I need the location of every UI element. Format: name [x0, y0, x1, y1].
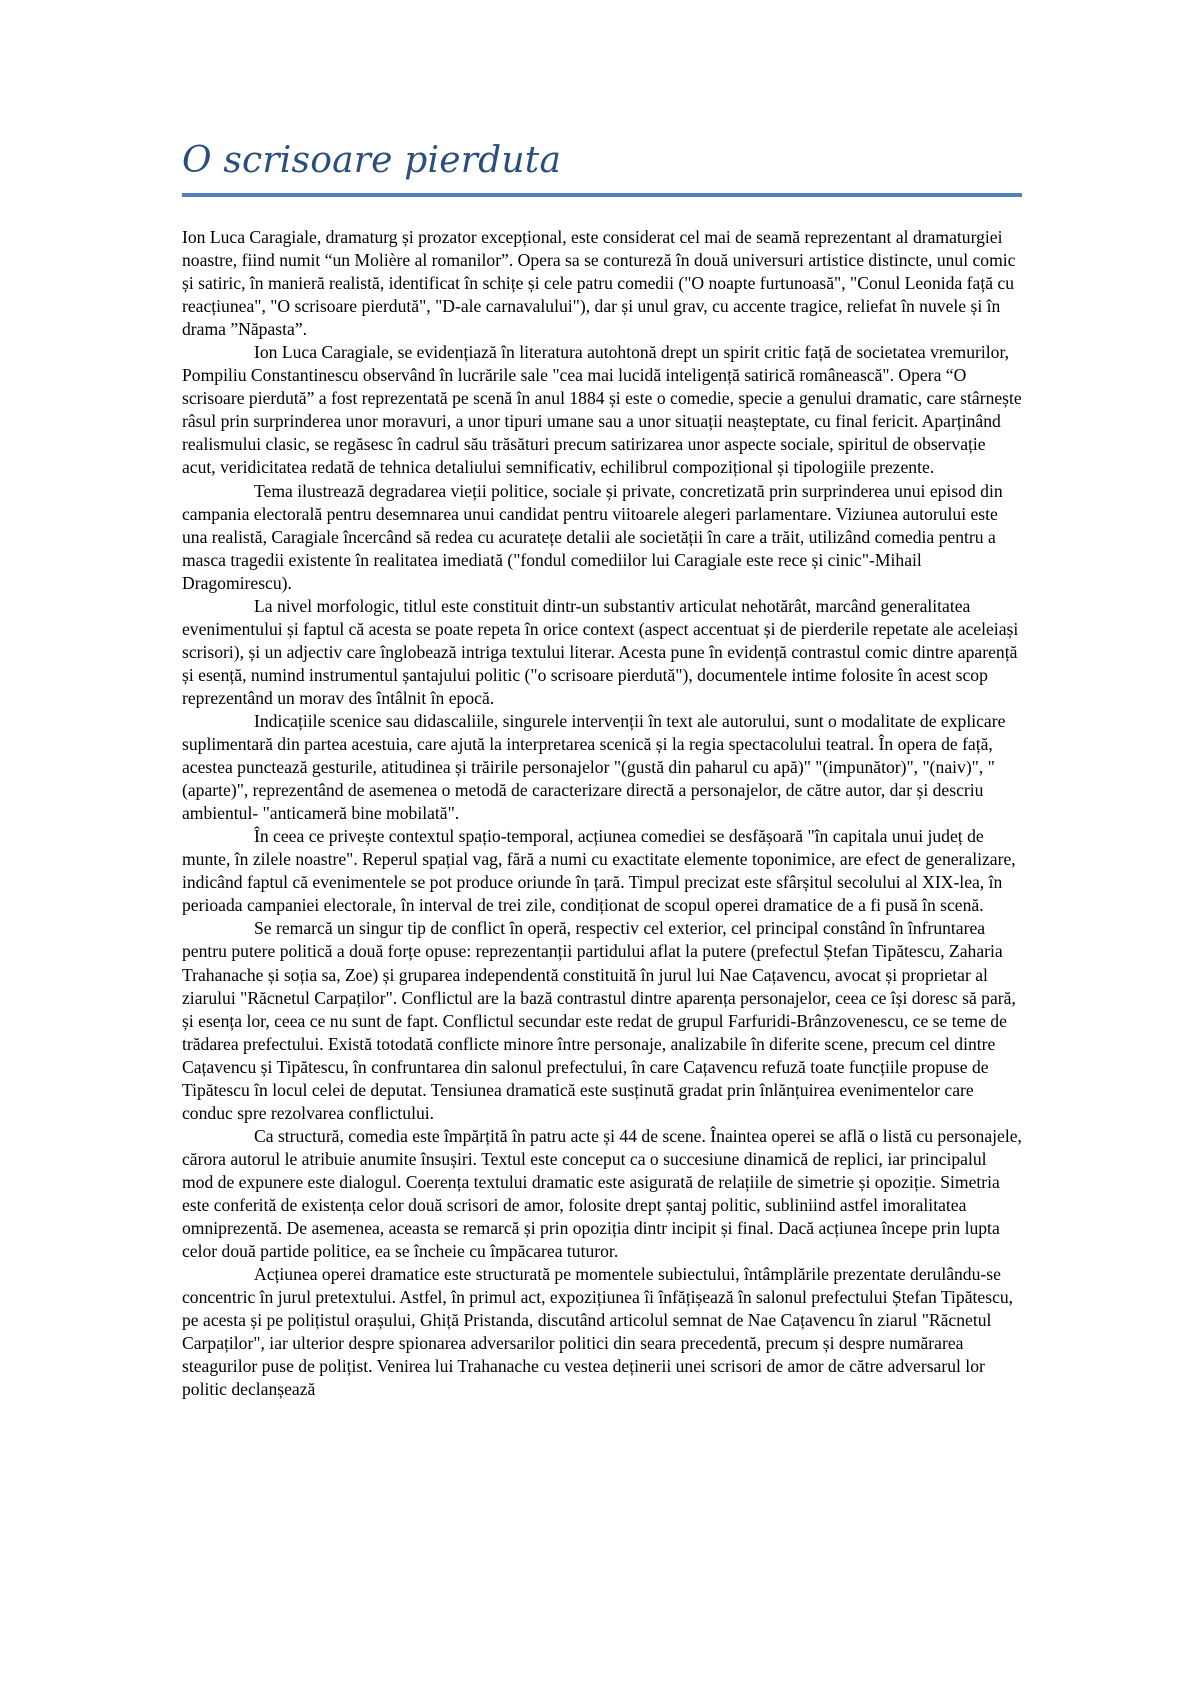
paragraph: Ion Luca Caragiale, dramaturg și prozator excepțional, este considerat cel mai de seamă reprezentant al dramaturgiei noastre, fiind numit “un Molière al romanilor”. Opera sa se contureză în două universuri artistice distincte, unul comic și satiric, în manieră realistă, identificat în schițe și cele patru comedii ("O noapte furtunoasă", "Conul Leonida față cu reacțiunea", "O scrisoare pierdută", "D-ale carnavalului"), dar și unul grav, cu accente tragice, reliefat în nuvele și în drama ”Năpasta”. — [182, 227, 1016, 340]
paragraph: La nivel morfologic, titlul este constituit dintr-un substantiv articulat nehotărât, marcând generalitatea evenimentului și faptul că acesta se poate repeta în orice context (aspect accentuat și de pierderile repetate ale aceleiași scrisori), și un adjectiv care înglobează intriga textului literar. Acesta pune în evidență contrastul comic dintre aparență și esență, numind instrumentul șantajului politic ("o scrisoare pierdută"), documentele intime folosite în acest scop reprezentând un morav des întâlnit în epocă. — [182, 595, 1019, 708]
paragraph: În ceea ce privește contextul spațio-temporal, acțiunea comediei se desfășoară "în capitala unui județ de munte, în zilele noastre". Reperul spațial vag, fără a numi cu exactitate elemente toponimice, are efect de generalizare, indicând faptul că evenimentele se pot produce oriunde în țară. Timpul precizat este sfârșitul secolului al XIX-lea, în perioada campaniei electorale, în interval de trei zile, condiționat de scopul operei dramatice de a fi pusă în scenă. — [182, 826, 1016, 916]
paragraph: Acțiunea operei dramatice este structurată pe momentele subiectului, întâmplările prezentate derulându-se concentric în jurul pretextului. Astfel, în primul act, expozițiunea îi înfățișează în salonul prefectului Ștefan Tipătescu, pe acesta și pe polițistul orașului, Ghiță Pristanda, discutând articolul semnat de Nae Cațavencu în ziarul "Răcnetul Carpaților", iar ulterior despre spionarea adversarilor politici din seara precedentă, precum și despre numărarea steagurilor puse de polițist. Venirea lui Trahanache cu vestea deținerii unei scrisori de amor de către adversarul lor politic declanșează — [182, 1264, 1014, 1400]
paragraph: Ca structură, comedia este împărțită în patru acte și 44 de scene. Înaintea operei se află o listă cu personajele, cărora autorul le atribuie anumite însușiri. Textul este conceput ca o succesiune dinamică de replici, iar principalul mod de expunere este dialogul. Coerența textului dramatic este asigurată de relațiile de simetrie și opoziție. Simetria este conferită de existența celor două scrisori de amor, folosite drept șantaj politic, subliniind astfel imoralitatea omniprezentă. De asemenea, aceasta se remarcă și prin opoziția dintr incipit și final. Dacă acțiunea începe prin lupta celor două partide politice, ea se încheie cu împăcarea tuturor. — [182, 1125, 1022, 1262]
page-title: O scrisoare pierduta — [182, 140, 562, 181]
paragraph: Se remarcă un singur tip de conflict în operă, respectiv cel exterior, cel principal constând în înfruntarea pentru putere politică a două forțe opuse: reprezentanții partidului aflat la putere (prefectul Ștefan Tipătescu, Zaharia Trahanache și soția sa, Zoe) și gruparea independentă constituită în jurul lui Nae Cațavencu, avocat și proprietar al ziarului "Răcnetul Carpaților". Conflictul are la bază contrastul dintre aparența personajelor, ceea ce își doresc să pară, și esența lor, ceea ce nu sunt de fapt. Conflictul secundar este redat de grupul Farfuridi-Brânzovenescu, ce se teme de trădarea prefectului. Există totodată conflicte minore între personaje, analizabile în diferite scene, precum cel dintre Cațavencu și Tipătescu, în confruntarea din salonul prefectului, în care Cațavencu refuză toate funcțiile propuse de Tipătescu în locul celei de deputat. Tensiunea dramatică este susținută gradat prin înlănțuirea evenimentelor care conduc spre rezolvarea conflictului. — [182, 918, 1016, 1123]
paragraph: Tema ilustrează degradarea vieții politice, sociale și private, concretizată prin surprinderea unui episod din campania electorală pentru desemnarea unui candidat pentru viitoarele alegeri parlamentare. Viziunea autorului este una realistă, Caragiale încercând să redea cu acuratețe detalii ale societății în care a trăit, utilizând comedia pentru a masca tragedii existente în realitatea imediată ("fondul comediilor lui Caragiale este rece și cinic"-Mihail Dragomirescu). — [182, 480, 1003, 593]
document-body — [182, 226, 1022, 1401]
paragraph: Ion Luca Caragiale, se evidențiază în literatura autohtonă drept un spirit critic față de societatea vremurilor, Pompiliu Constantinescu observând în lucrările sale "cea mai lucidă inteligență satirică românească". Opera “O scrisoare pierdută” a fost reprezentată pe scenă în anul 1884 și este o comedie, specie a genului dramatic, care stârnește râsul prin surprinderea unor moravuri, a unor tipuri umane sau a unor situații neașteptate, cu final fericit. Aparținând realismului clasic, se regăsesc în cadrul său trăsături precum satirizarea unor aspecte sociale, spiritul de observație acut, veridicitatea redată de tehnica detaliului semnificativ, echilibrul compozițional și tipologiile prezente. — [182, 342, 1022, 478]
title-underline — [182, 193, 1022, 197]
paragraph: Indicațiile scenice sau didascaliile, singurele intervenții în text ale autorului, sunt o modalitate de explicare suplimentară din partea acestuia, care ajută la interpretarea scenică și la regia spectacolului teatral. În opera de față, acestea punctează gesturile, atitudinea și trăirile personajelor "(gustă din paharul cu apă)" "(impunător)", "(naiv)", "(aparte)", reprezentând de asemenea o metodă de caracterizare directă a personajelor, de către autor, dar și descriu ambientul- "anticameră bine mobilată". — [182, 710, 1006, 824]
